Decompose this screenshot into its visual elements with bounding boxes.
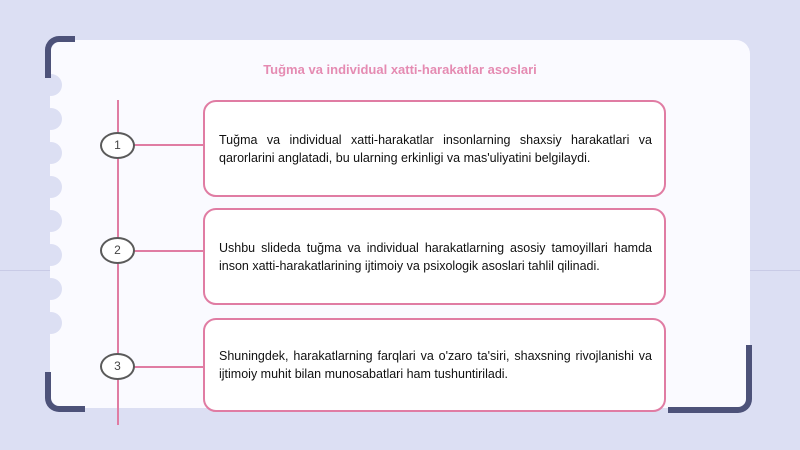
step-number-badge: 3 [100, 353, 135, 380]
binder-hole [40, 210, 62, 232]
binder-hole [40, 244, 62, 266]
binder-hole [40, 108, 62, 130]
step-number-badge: 2 [100, 237, 135, 264]
step-text-box [203, 208, 666, 305]
step-text-box [203, 318, 666, 412]
step-text: Ushbu slideda tuğma va individual harakatlarning asosiy tamoyillari hamda inson xatti-harakatlarining ijtimoiy va psixologik asoslari tahlil qilinadi. [219, 240, 652, 273]
step-number-badge: 1 [100, 132, 135, 159]
binder-hole [40, 142, 62, 164]
step-text: Shuningdek, harakatlarning farqlari va o'zaro ta'siri, shaxsning rivojlanishi va ijtimoiy muhit bilan munosabatlari ham tushuntiriladi. [219, 349, 652, 381]
step-text: Tuğma va individual xatti-harakatlar insonlarning shaxsiy harakatlari va qarorlarini anglatadi, bu ularning erkinligi va mas'uliyatini belgilaydi. [219, 132, 652, 165]
step-text-box [203, 100, 666, 197]
slide-title: Tuğma va individual xatti-harakatlar asoslari [263, 62, 537, 77]
corner-bracket-bottom-left [45, 372, 85, 412]
binder-hole [40, 176, 62, 198]
corner-bracket-bottom-right [668, 345, 752, 413]
binder-hole [40, 278, 62, 300]
binder-hole [40, 312, 62, 334]
